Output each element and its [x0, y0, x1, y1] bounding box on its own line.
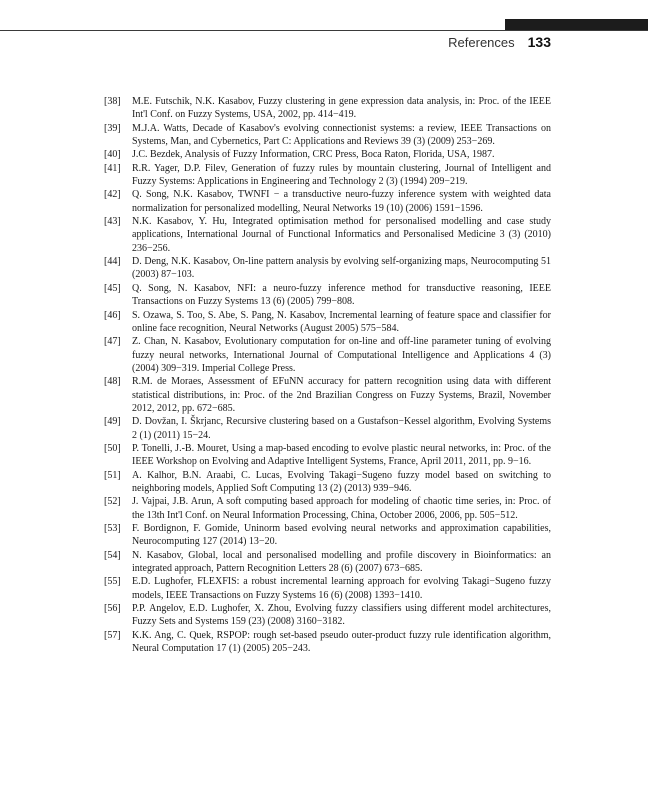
reference-text: N.K. Kasabov, Y. Hu, Integrated optimisation method for personalised modelling and case study applications, International Journal of Functional Informatics and Personalised Medicine 3 (3) (2010) 236−256. [132, 216, 551, 254]
reference-number: [52] [104, 496, 121, 508]
reference-item [104, 309, 551, 336]
reference-item [104, 255, 551, 282]
reference-number: [47] [104, 336, 121, 348]
reference-text: S. Ozawa, S. Too, S. Abe, S. Pang, N. Kasabov, Incremental learning of feature space and classifier for online face recognition, Neural Networks (August 2005) 575−584. [132, 309, 551, 334]
reference-number: [49] [104, 416, 121, 428]
reference-number: [43] [104, 216, 121, 228]
reference-number: [55] [104, 576, 121, 588]
reference-number: [40] [104, 149, 121, 161]
reference-item [104, 602, 551, 629]
reference-item [104, 148, 551, 161]
reference-text: P. Tonelli, J.-B. Mouret, Using a map-based encoding to evolve plastic neural networks, in: Proc. of the IEEE Workshop on Evolving and Adaptive Intelligent Systems, France, April 2011, 2011, pp. 9−16. [132, 442, 551, 468]
reference-item [104, 162, 551, 189]
reference-item [104, 188, 551, 215]
reference-item [104, 95, 551, 122]
reference-text: M.E. Futschik, N.K. Kasabov, Fuzzy clustering in gene expression data analysis, in: Proc. of the IEEE Int'l Conf. on Fuzzy Systems, USA, 2002, pp. 414−419. [132, 96, 551, 121]
reference-number: [51] [104, 469, 121, 481]
running-head: References [448, 35, 515, 50]
reference-item [104, 575, 551, 602]
reference-text: R.R. Yager, D.P. Filev, Generation of fuzzy rules by mountain clustering, Journal of Intelligent and Fuzzy Systems: Applications in Engineering and Technology 2 (3) (1994) 209−219. [132, 162, 551, 188]
reference-item [104, 522, 551, 549]
reference-text: A. Kalhor, B.N. Araabi, C. Lucas, Evolving Takagi−Sugeno fuzzy model based on switching to neighboring models, Applied Soft Computing 13 (2) (2013) 939−946. [132, 469, 551, 494]
reference-text: P.P. Angelov, E.D. Lughofer, X. Zhou, Evolving fuzzy classifiers using different model architectures, Fuzzy Sets and Systems 159 (23) (2008) 3160−3182. [132, 603, 551, 628]
reference-item [104, 375, 551, 415]
reference-number: [39] [104, 122, 121, 134]
reference-item [104, 442, 551, 469]
reference-item [104, 495, 551, 522]
header-rule [0, 30, 648, 31]
reference-number: [45] [104, 282, 121, 294]
reference-item [104, 549, 551, 576]
reference-text: K.K. Ang, C. Quek, RSPOP: rough set-based pseudo outer-product fuzzy rule identification algorithm, Neural Computation 17 (1) (2005) 205−243. [132, 629, 551, 655]
page-header [448, 34, 551, 50]
reference-number: [44] [104, 256, 121, 268]
reference-item [104, 215, 551, 255]
reference-number: [48] [104, 376, 121, 388]
reference-text: D. Dovžan, I. Škrjanc, Recursive clustering based on a Gustafson−Kessel algorithm, Evolving Systems 2 (1) (2011) 15−24. [132, 416, 551, 441]
reference-number: [56] [104, 603, 121, 615]
reference-number: [42] [104, 189, 121, 201]
header-bar-decoration [505, 19, 648, 30]
reference-item [104, 335, 551, 375]
reference-number: [46] [104, 309, 121, 321]
reference-item [104, 469, 551, 496]
reference-text: E.D. Lughofer, FLEXFIS: a robust incremental learning approach for evolving Takagi−Sugeno fuzzy models, IEEE Transactions on Fuzzy Systems 16 (6) (2008) 1393−1410. [132, 576, 551, 601]
reference-text: D. Deng, N.K. Kasabov, On-line pattern analysis by evolving self-organizing maps, Neurocomputing 51 (2003) 87−103. [132, 256, 551, 281]
reference-text: J. Vajpai, J.B. Arun, A soft computing based approach for modeling of chaotic time series, in: Proc. of the 13th Int'l Conf. on Neural Information Processing, China, October 2006, 2006, pp. 505−512. [132, 496, 551, 521]
reference-text: Q. Song, N.K. Kasabov, TWNFI − a transductive neuro-fuzzy inference system with weighted data normalization for personalized modelling, Neural Networks 19 (10) (2006) 1591−1596. [132, 189, 551, 214]
reference-text: R.M. de Moraes, Assessment of EFuNN accuracy for pattern recognition using data with different statistical distributions, in: Proc. of the 2nd Brazilian Congress on Fuzzy Systems, Brazil, November 2012, 2012, pp. 672−685. [132, 376, 551, 414]
reference-text: N. Kasabov, Global, local and personalised modelling and profile discovery in Bioinformatics: an integrated approach, Pattern Recognition Letters 28 (6) (2007) 673−685. [132, 549, 551, 575]
reference-text: M.J.A. Watts, Decade of Kasabov's evolving connectionist systems: a review, IEEE Transactions on Systems, Man, and Cybernetics, Part C: Applications and Reviews 39 (3) (2009) 253−269. [132, 122, 551, 148]
reference-item [104, 122, 551, 149]
reference-number: [50] [104, 442, 121, 454]
reference-text: F. Bordignon, F. Gomide, Uninorm based evolving neural networks and approximation capabilities, Neurocomputing 127 (2014) 13−20. [132, 523, 551, 548]
reference-item [104, 629, 551, 656]
reference-number: [54] [104, 549, 121, 561]
reference-item [104, 282, 551, 309]
reference-number: [53] [104, 523, 121, 534]
reference-number: [38] [104, 96, 121, 107]
reference-text: Z. Chan, N. Kasabov, Evolutionary computation for on-line and off-line parameter tuning of evolving fuzzy neural networks, International Journal of Computational Intelligence and Applications 4 (3) (2004) 309−319. Imperial College Press. [132, 336, 551, 374]
reference-number: [57] [104, 629, 121, 641]
page-number: 133 [527, 34, 551, 50]
reference-number: [41] [104, 162, 121, 174]
reference-item [104, 415, 551, 442]
reference-text: Q. Song, N. Kasabov, NFI: a neuro-fuzzy inference method for transductive reasoning, IEEE Transactions on Fuzzy Systems 13 (6) (2005) 799−808. [132, 282, 551, 308]
reference-text: J.C. Bezdek, Analysis of Fuzzy Information, CRC Press, Boca Raton, Florida, USA, 1987. [132, 149, 495, 161]
reference-list [104, 95, 551, 655]
